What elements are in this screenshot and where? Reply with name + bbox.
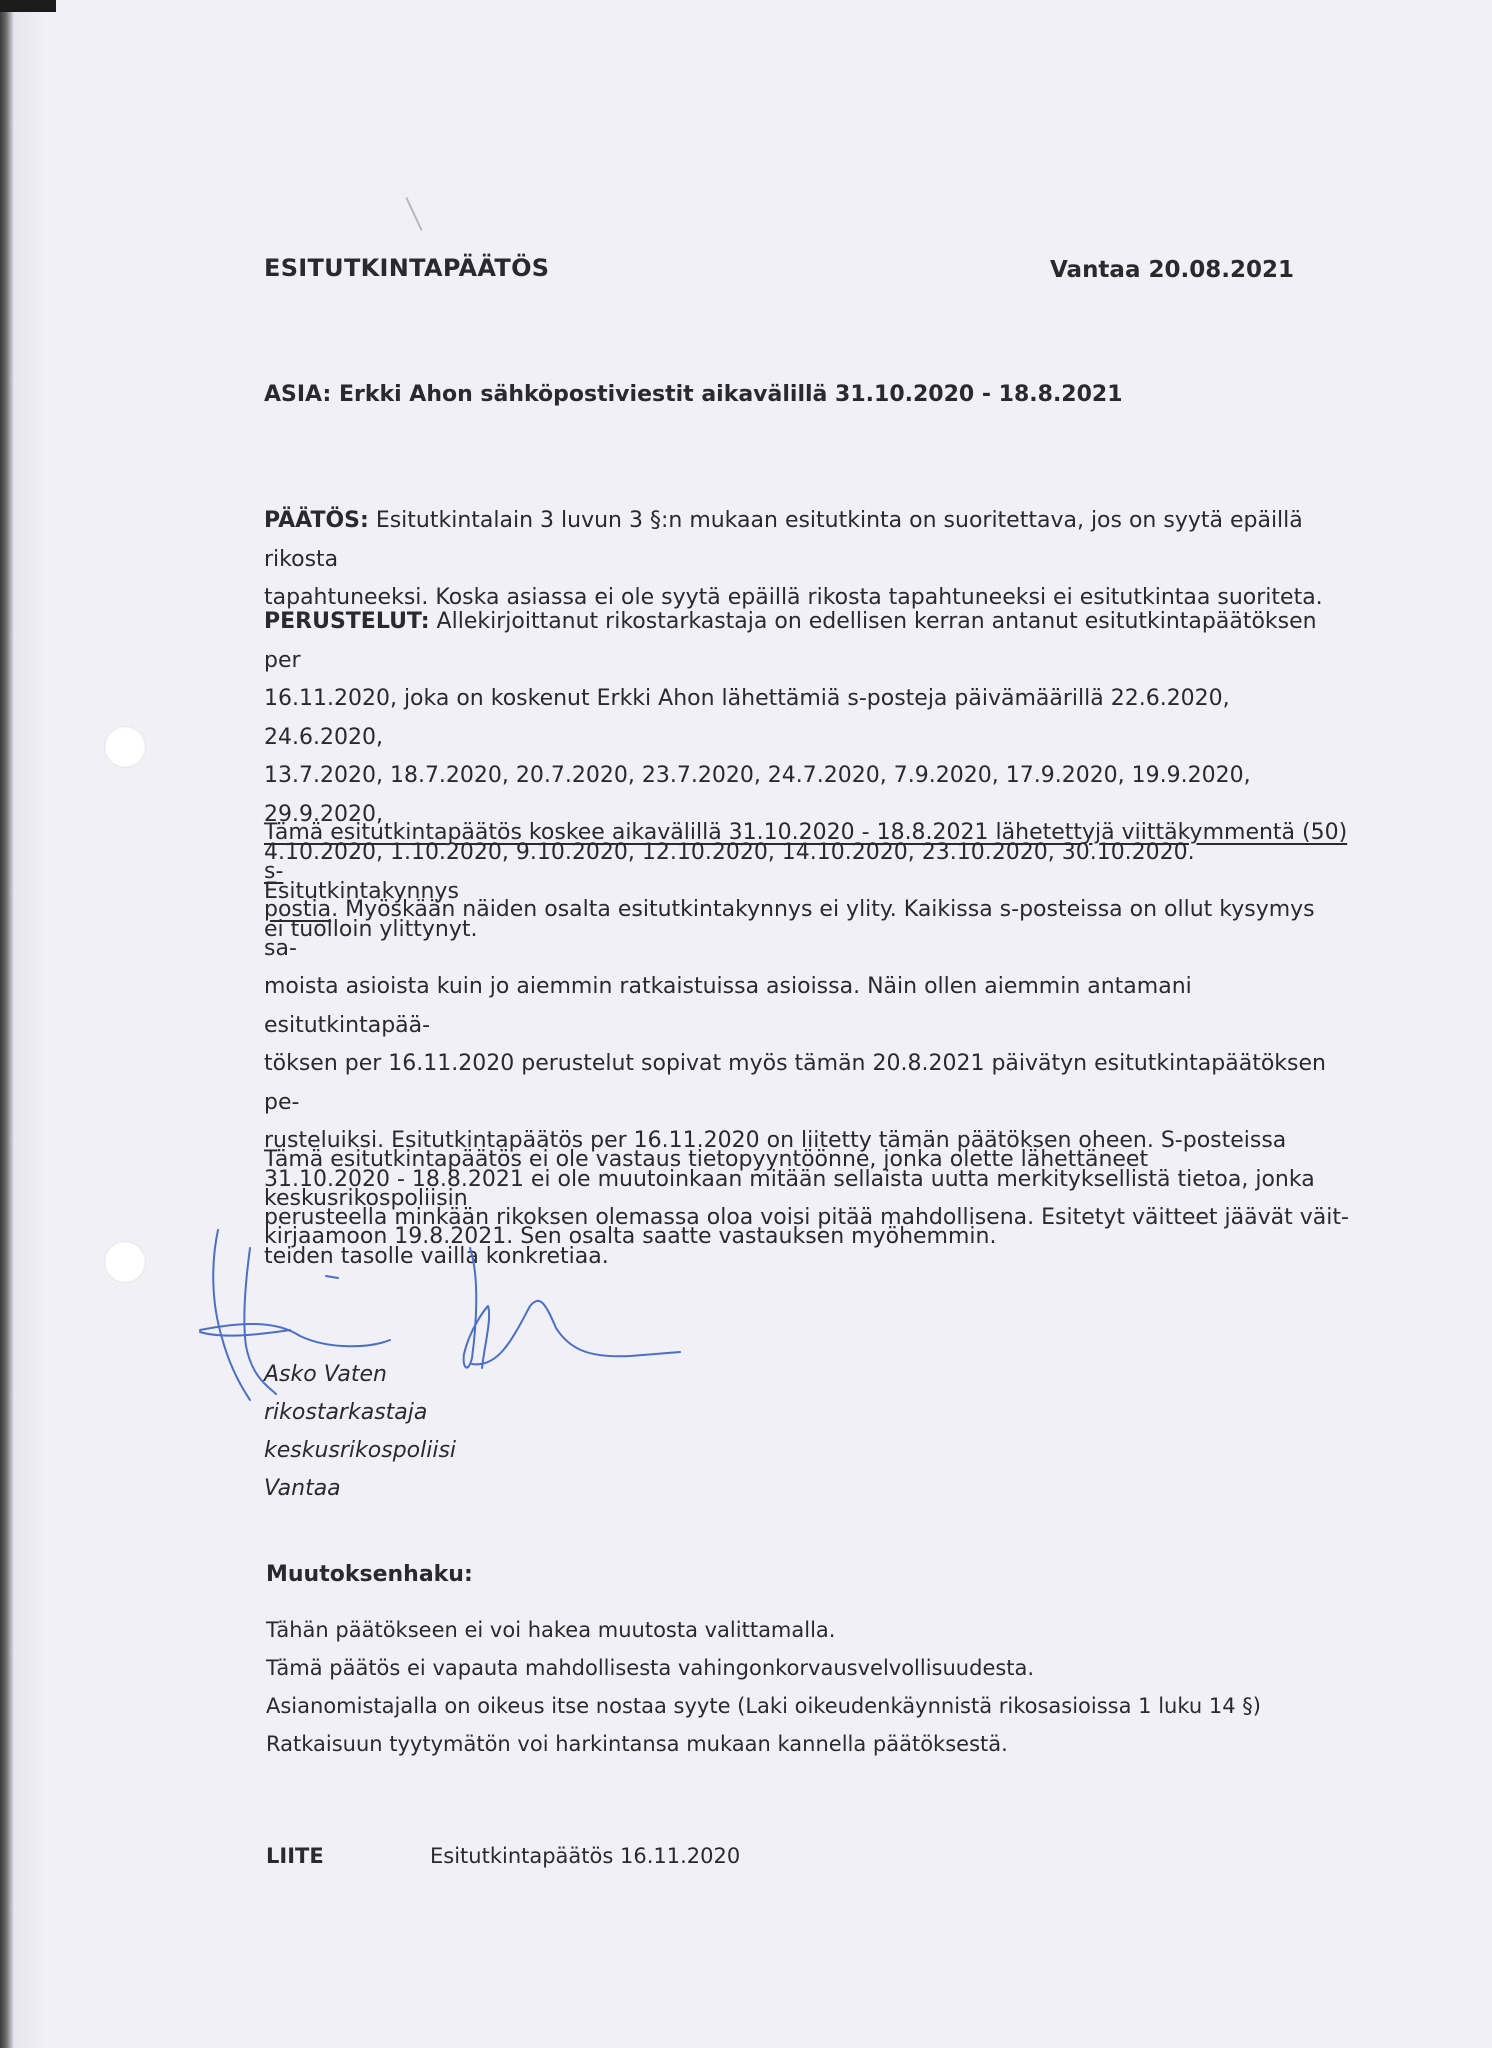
scope-line: 31.10.2020 - 18.8.2021 ei ole muutoinkaan mitään sellaista uutta merkityksellistä tietoa, jonka — [264, 1166, 1315, 1192]
subject-line: ASIA: Erkki Ahon sähköpostiviestit aikavälillä 31.10.2020 - 18.8.2021 — [264, 382, 1123, 407]
punch-hole-icon — [104, 1241, 146, 1283]
scope-underlined-line: Tämä esitutkintapäätös koskee aikavälillä 31.10.2020 - 18.8.2021 lähetettyjä viittäkymmentä (50) s- — [264, 820, 1348, 884]
place-date: Vantaa 20.08.2021 — [1050, 257, 1294, 283]
scan-speck — [405, 197, 422, 230]
grounds-line: 16.11.2020, joka on koskenut Erkki Ahon lähettämiä s-posteja päivämäärillä 22.6.2020, 24.6.2020, — [264, 686, 1230, 750]
signer-title: rikostarkastaja — [264, 1400, 428, 1425]
grounds-line: ei tuolloin ylittynyt. — [264, 917, 478, 942]
scope-line: töksen per 16.11.2020 perustelut sopivat myös tämän 20.8.2021 päivätyn esitutkintapäätöksen pe- — [264, 1051, 1326, 1115]
attachment-label: LIITE — [266, 1844, 324, 1868]
signer-block — [264, 1356, 456, 1508]
appeal-line: Tähän päätökseen ei voi hakea muutosta valittamalla. — [266, 1618, 836, 1642]
appeal-line: Asianomistajalla on oikeus itse nostaa syyte (Laki oikeudenkäynnistä rikosasioissa 1 luku 14 §) — [266, 1694, 1261, 1718]
appeal-line: Tämä päätös ei vapauta mahdollisesta vahingonkorvausvelvollisuudesta. — [266, 1656, 1035, 1680]
signature-stroke — [464, 1248, 490, 1368]
signer-unit: keskusrikospoliisi — [264, 1438, 457, 1463]
scope-line: . Myöskään näiden osalta esitutkintakynnys ei ylity. Kaikissa s-posteissa on ollut kysymys sa- — [264, 897, 1315, 961]
signature-stroke — [326, 1276, 338, 1278]
decision-paragraph — [264, 502, 1354, 618]
scan-edge — [0, 0, 48, 2048]
appeal-list — [266, 1611, 1261, 1763]
appeal-line: Ratkaisuun tyytymätön voi harkintansa mukaan kannella päätöksestä. — [266, 1732, 1008, 1756]
info-request-line: kirjaamoon 19.8.2021. Sen osalta saatte vastauksen myöhemmin. — [264, 1224, 997, 1249]
scope-line: teiden tasolle vailla konkretiaa. — [264, 1243, 609, 1269]
scope-line: rusteluiksi. Esitutkintapäätös per 16.11.2020 on liitetty tämän päätöksen oheen. S-posteissa — [264, 1128, 1287, 1153]
scope-line: moista asioista kuin jo aiemmin ratkaistuissa asioissa. Näin ollen aiemmin antamani esitutkintapää- — [264, 974, 1192, 1038]
scope-line: perusteella minkään rikoksen olemassa oloa voisi pitää mahdollisena. Esitetyt väitteet jäävät väit- — [264, 1205, 1349, 1230]
scope-underlined-word: postia — [264, 897, 332, 922]
scan-corner — [0, 0, 56, 12]
info-request-line: Tämä esitutkintapäätös ei ole vastaus tietopyyntöönne, jonka olette lähettäneet keskusrikospoliisin — [264, 1147, 1149, 1211]
signer-name: Asko Vaten — [264, 1362, 387, 1387]
attachment-value: Esitutkintapäätös 16.11.2020 — [430, 1844, 741, 1868]
appeal-heading: Muutoksenhaku: — [266, 1562, 473, 1587]
punch-hole-icon — [104, 726, 146, 768]
signature-stroke — [472, 1301, 680, 1364]
grounds-line: 4.10.2020, 1.10.2020, 9.10.2020, 12.10.2020, 14.10.2020, 23.10.2020, 30.10.2020. Esitutkintakynnys — [264, 840, 1195, 904]
grounds-line: 13.7.2020, 18.7.2020, 20.7.2020, 23.7.2020, 24.7.2020, 7.9.2020, 17.9.2020, 19.9.2020, 29.9.2020, — [264, 763, 1251, 827]
grounds-label: PERUSTELUT: — [264, 609, 430, 634]
signer-city: Vantaa — [264, 1476, 341, 1501]
decision-label: PÄÄTÖS: — [264, 508, 369, 533]
grounds-line: Allekirjoittanut rikostarkastaja on edellisen kerran antanut esitutkintapäätöksen per — [264, 609, 1317, 673]
decision-line: Esitutkintalain 3 luvun 3 §:n mukaan esitutkinta on suoritettava, jos on syytä epäillä rikosta — [264, 508, 1303, 572]
decision-line: tapahtuneeksi. Koska asiassa ei ole syytä epäillä rikosta tapahtuneeksi ei esitutkintaa suoriteta. — [264, 585, 1323, 610]
document-title: ESITUTKINTAPÄÄTÖS — [264, 254, 550, 282]
